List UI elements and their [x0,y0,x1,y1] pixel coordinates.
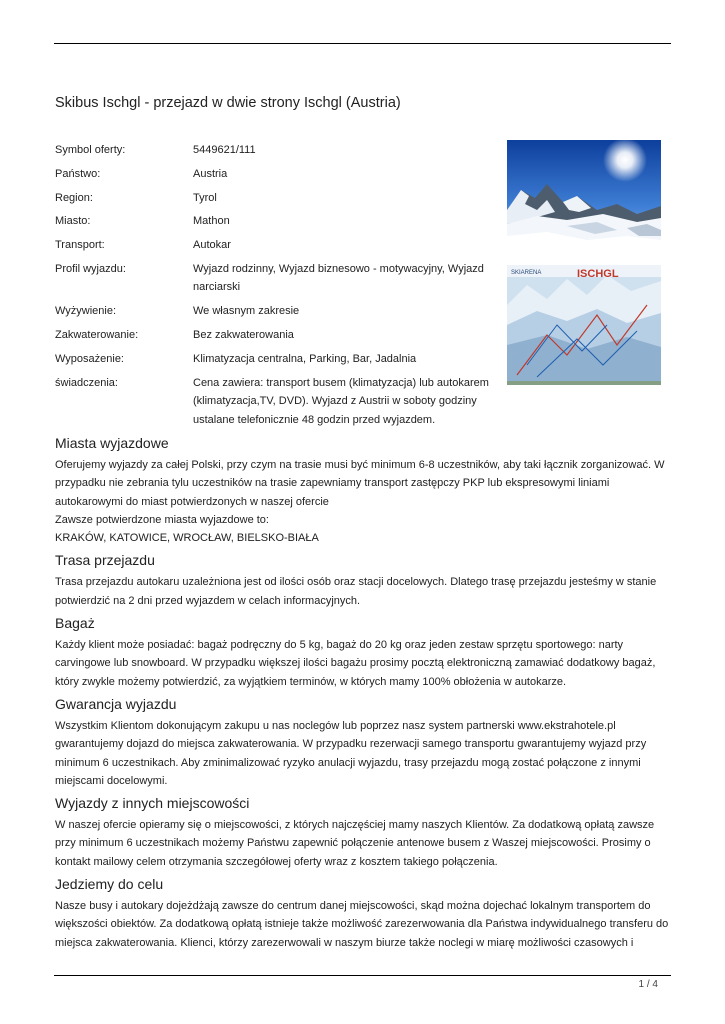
section-body [55,636,672,691]
info-label: Transport: [55,239,105,252]
info-row [55,236,500,255]
info-value: Tyrol [193,191,217,204]
info-label: Region: [55,191,93,204]
footer-rule [54,975,671,976]
info-value: Bez zakwaterowania [193,329,294,342]
info-row [55,165,500,184]
ski-map-image [507,265,661,385]
info-value: Wyjazd rodzinny, Wyjazd biznesowo - motywacyjny, Wyjazd narciarski [193,262,484,294]
info-row [55,260,500,297]
section-body [55,717,672,790]
info-row [55,326,500,345]
info-value: Klimatyzacja centralna, Parking, Bar, Jadalnia [193,352,417,365]
section-paragraph: Trasa przejazdu autokaru uzależniona jest od ilości osób oraz stacji docelowych. Dlatego trasę przejazdu jesteśmy w stanie potwierdzić na 2 dni przed wyjazdem w celach informacyjnych. [55,576,657,607]
info-value: We własnym zakresie [193,305,300,318]
section-heading: Jedziemy do celu [55,876,164,893]
section-body [55,816,672,871]
info-row [55,350,500,369]
info-value: Cena zawiera: transport busem (klimatyzacja) lub autokarem (klimatyzacja,TV, DVD). Wyjazd z Austrii w soboty godziny ustalane telefonicznie 48 godzin przed wyjazdem. [193,376,489,426]
ski-map-brand-label: ISCHGL [577,268,619,280]
info-row [55,302,500,321]
header-rule [54,43,671,44]
section-paragraph: KRAKÓW, KATOWICE, WROCŁAW, BIELSKO-BIAŁA [55,532,319,545]
section-paragraph: Oferujemy wyjazdy za całej Polski, przy czym na trasie musi być minimum 6-8 uczestników, aby taki łącznik zorganizować. W przypadku nie zebrania tylu uczestników na trasie zapewniamy transport zastępczy PKP lub ekspresowymi liniami autokarowymi do miast potwierdzonych w naszej ofercie [55,459,665,508]
section-body [55,573,672,610]
mountain-photo-image [507,140,661,262]
info-label: Państwo: [55,167,101,180]
section-paragraph: Zawsze potwierdzone miasta wyjazdowe to: [55,513,269,526]
info-label: Symbol oferty: [55,144,126,156]
info-row [55,189,500,208]
ski-map [507,265,661,385]
info-value: Austria [193,167,228,180]
section-paragraph: W naszej ofercie opieramy się o miejscowości, z których najczęściej mamy naszych Klientów. Za dodatkową opłatą zawsze przy minimum 6 uczestnikach możemy Państwu zapewnić połączenie antenowe busem z Waszej miejscowości. Prosimy o kontakt mailowy celem otrzymania szczegółowej oferty wraz z kosztem takiego połączenia. [55,819,655,868]
section-body [55,897,672,952]
info-row [55,141,500,160]
section-heading: Miasta wyjazdowe [55,435,169,451]
section-heading: Bagaż [55,615,95,632]
section-heading: Wyjazdy z innych miejscowości [55,795,250,812]
ski-map-region-label: SKIARENA [511,270,542,276]
section-heading: Gwarancja wyjazdu [55,695,177,712]
section-body [55,456,672,547]
info-label: Zakwaterowanie: [55,329,139,342]
info-value: Autokar [193,239,231,252]
page-title: Skibus Ischgl - przejazd w dwie strony Ischgl (Austria) [55,95,401,111]
content-sections [55,434,672,956]
info-value: Mathon [193,215,230,228]
info-label: Wyposażenie: [55,352,124,365]
info-row [55,374,500,430]
section-paragraph: Każdy klient może posiadać: bagaż podręczny do 5 kg, bagaż do 20 kg oraz jeden zestaw sprzętu sportowego: narty carvingowe lub snowboard. W przypadku większej ilości bagażu prosimy pocztą elektroniczną zamawiać dodatkowy bagaż, który zwykle możemy potwierdzić, za wyjątkiem terminów, w których mamy 100% obłożenia w autokarze. [55,639,656,688]
page-number: 1 / 4 [638,979,658,990]
info-label: Miasto: [55,215,91,228]
mountain-photo [507,140,661,262]
offer-info-table [55,141,500,434]
section-paragraph: Wszystkim Klientom dokonującym zakupu u nas noclegów lub poprzez nasz system partnerski www.ekstrahotele.pl gwarantujemy dojazd do miejsca zakwaterowania. W przypadku rezerwacji samego transportu gwarantujemy wyjazd przy minimum 6 uczestnikach. Aby zminimalizować ryzyko anulacji wyjazdu, trasy przejazdu mogą zostać połączone z innymi miejscami docelowymi. [55,719,647,787]
info-label: Profil wyjazdu: [55,262,126,275]
info-row [55,212,500,231]
info-label: świadczenia: [55,376,118,389]
section-paragraph: Nasze busy i autokary dojeżdżają zawsze do centrum danej miejscowości, skąd można dojechać lokalnym transportem do większości obiektów. Za dodatkową opłatą istnieje także możliwość zarezerwowania dla Państwa indywidualnego transferu do miejsca zakwaterowania. Klienci, którzy zarezerwowali w naszym biurze także noclegi w miarę możliwości czasowych i [55,900,669,949]
info-label: Wyżywienie: [55,305,117,318]
info-value: 5449621/111 [193,144,256,156]
section-heading: Trasa przejazdu [55,552,155,569]
